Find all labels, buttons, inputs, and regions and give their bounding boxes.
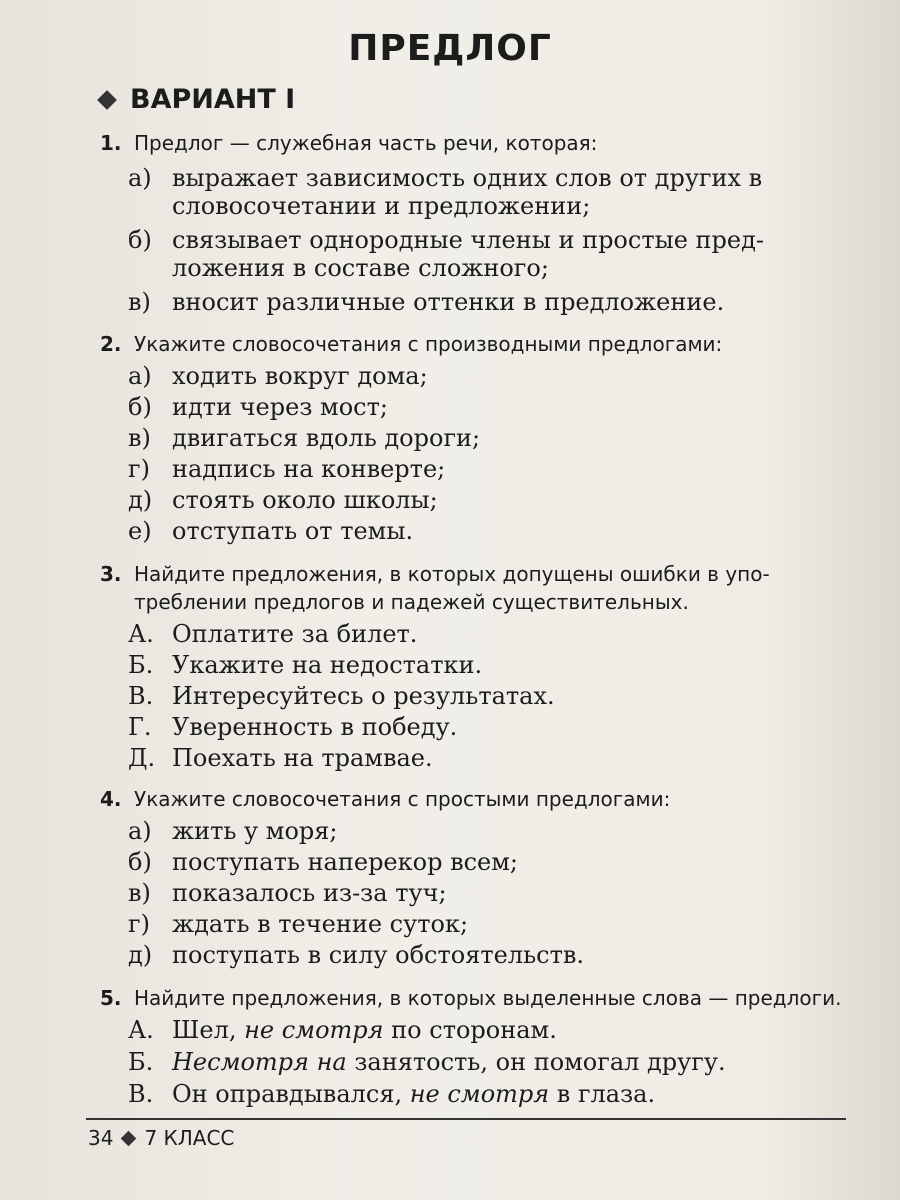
option-label: в) <box>128 424 151 452</box>
question-1 <box>100 131 870 155</box>
option-text: ходить вокруг дома; <box>172 362 428 390</box>
variant-label: ВАРИАНТ I <box>130 84 296 115</box>
highlighted-word: Несмотря на <box>172 1048 347 1076</box>
question-2 <box>100 332 870 356</box>
question-text: Найдите предложения, в которых выделенные слова — предлоги. <box>134 986 842 1010</box>
option-label: А. <box>128 620 154 648</box>
page-number: 34 <box>88 1126 114 1150</box>
q4-option-b <box>128 848 518 876</box>
option-label: е) <box>128 517 152 545</box>
option-label: а) <box>128 164 152 192</box>
option-label: в) <box>128 879 151 907</box>
q3-option-a <box>128 620 417 648</box>
option-text: надпись на конверте; <box>172 455 446 483</box>
option-label: в) <box>128 288 151 316</box>
option-text: вносит различные оттенки в предложение. <box>172 288 725 316</box>
option-label: б) <box>128 226 152 254</box>
option-text-before: Шел, <box>172 1016 245 1044</box>
question-text: Укажите словосочетания с простыми предлогами: <box>134 787 671 811</box>
question-4 <box>100 787 870 811</box>
option-text: Укажите на недостатки. <box>172 651 483 679</box>
option-label: а) <box>128 817 152 845</box>
q2-option-a <box>128 362 428 390</box>
q1-option-a <box>128 164 762 220</box>
question-text: Найдите предложения, в которых допущены ошибки в упо- <box>134 562 770 586</box>
variant-heading <box>100 84 295 115</box>
option-text: идти через мост; <box>172 393 388 421</box>
option-text: выражает зависимость одних слов от других в <box>172 164 763 192</box>
option-text: Уверенность в победу. <box>172 713 458 741</box>
option-label: Б. <box>128 651 154 679</box>
option-label: Д. <box>128 744 156 772</box>
option-text: поступать наперекор всем; <box>172 848 518 876</box>
question-5 <box>100 986 870 1010</box>
option-label: Б. <box>128 1048 154 1076</box>
option-text-continued: ложения в составе сложного; <box>172 254 549 282</box>
option-label: А. <box>128 1016 154 1044</box>
q3-option-b <box>128 651 482 679</box>
highlighted-word: не смотря <box>409 1080 550 1108</box>
page-title: ПРЕДЛОГ <box>348 28 552 69</box>
question-3 <box>100 560 870 616</box>
question-text: Укажите словосочетания с производными предлогами: <box>134 332 723 356</box>
option-label: б) <box>128 393 152 421</box>
q3-option-c <box>128 682 555 710</box>
question-number: 2. <box>100 332 122 356</box>
page-footer <box>88 1126 234 1150</box>
question-number: 4. <box>100 787 122 811</box>
q5-option-b <box>128 1048 726 1076</box>
grade-label: 7 КЛАСС <box>144 1126 235 1150</box>
q5-option-c <box>128 1080 655 1108</box>
q2-option-e <box>128 486 438 514</box>
q2-option-b <box>128 393 388 421</box>
diamond-separator-icon <box>121 1130 137 1146</box>
q3-option-e <box>128 744 433 772</box>
option-text: двигаться вдоль дороги; <box>172 424 481 452</box>
option-text: стоять около школы; <box>172 486 438 514</box>
option-text-before: Он оправдывался, <box>172 1080 410 1108</box>
option-label: Г. <box>128 713 152 741</box>
q4-option-d <box>128 910 468 938</box>
option-label: д) <box>128 941 153 969</box>
q3-option-d <box>128 713 457 741</box>
option-text-after: по сторонам. <box>383 1016 557 1044</box>
question-number: 5. <box>100 986 122 1010</box>
option-text: Интересуйтесь о результатах. <box>172 682 555 710</box>
footer-rule <box>86 1118 846 1120</box>
q2-option-d <box>128 455 445 483</box>
option-text-after: занятость, он помогал другу. <box>346 1048 726 1076</box>
q4-option-c <box>128 879 447 907</box>
option-text-continued: словосочетании и предложении; <box>172 192 591 220</box>
question-number: 3. <box>100 562 122 586</box>
option-label: а) <box>128 362 152 390</box>
question-text-continued: треблении предлогов и падежей существительных. <box>134 590 689 614</box>
option-text: ждать в течение суток; <box>172 910 469 938</box>
q1-option-c <box>128 288 724 316</box>
diamond-bullet-icon <box>97 90 117 110</box>
q4-option-e <box>128 941 584 969</box>
option-text: жить у моря; <box>172 817 338 845</box>
option-text: поступать в силу обстоятельств. <box>172 941 584 969</box>
option-text-after: в глаза. <box>549 1080 656 1108</box>
option-text: отступать от темы. <box>172 517 414 545</box>
q5-option-a <box>128 1016 557 1044</box>
q2-option-c <box>128 424 480 452</box>
question-number: 1. <box>100 131 122 155</box>
option-label: В. <box>128 682 154 710</box>
q2-option-f <box>128 517 413 545</box>
option-text: Оплатите за билет. <box>172 620 418 648</box>
option-label: д) <box>128 486 153 514</box>
option-text: показалось из-за туч; <box>172 879 447 907</box>
option-label: В. <box>128 1080 154 1108</box>
q1-option-b <box>128 226 764 282</box>
highlighted-word: не смотря <box>244 1016 384 1044</box>
question-text: Предлог — служебная часть речи, которая: <box>134 131 598 155</box>
q4-option-a <box>128 817 338 845</box>
option-label: г) <box>128 455 150 483</box>
option-label: г) <box>128 910 150 938</box>
option-text: Поехать на трамвае. <box>172 744 433 772</box>
option-label: б) <box>128 848 152 876</box>
option-text: связывает однородные члены и простые пред- <box>172 226 764 254</box>
